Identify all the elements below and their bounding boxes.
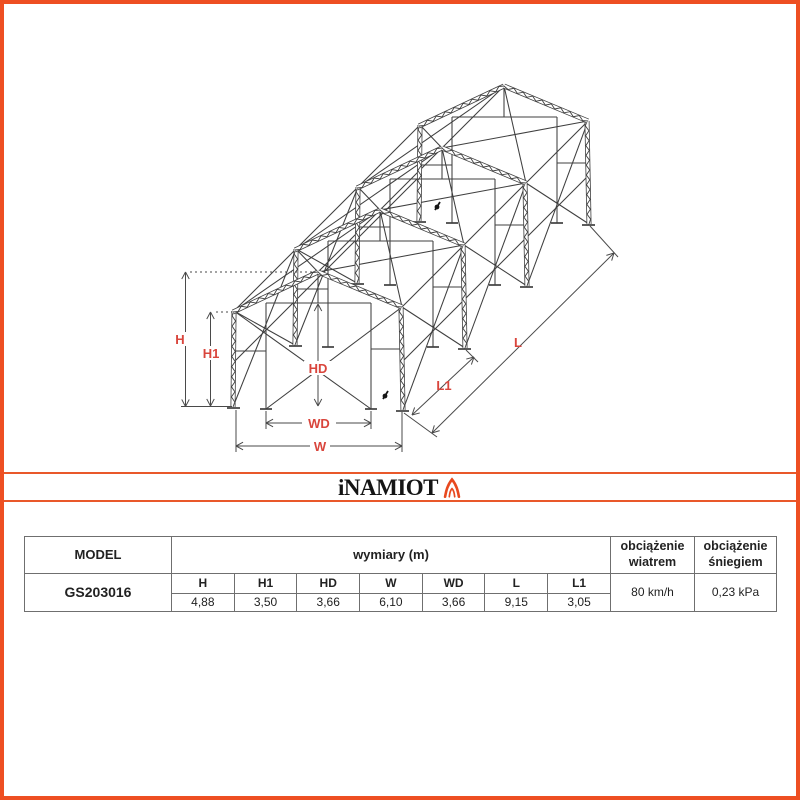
header-snow-load: obciążenie śniegiem — [695, 537, 777, 574]
dimension-label-wd: WD — [308, 416, 330, 431]
logo-text: iNAMIOT — [338, 474, 438, 500]
col-w: W — [360, 574, 423, 594]
dimension-label-l: L — [514, 335, 522, 350]
dimension-label-h: H — [175, 332, 185, 347]
spec-table — [24, 536, 777, 612]
value-w: 6,10 — [360, 594, 423, 612]
dimension-label-w: W — [313, 439, 327, 454]
dimension-label-h1: H1 — [202, 346, 220, 361]
snow-value: 0,23 kPa — [695, 574, 777, 612]
col-hd: HD — [297, 574, 360, 594]
value-l1: 3,05 — [548, 594, 611, 612]
value-wd: 3,66 — [422, 594, 485, 612]
value-hd: 3,66 — [297, 594, 360, 612]
col-l1: L1 — [548, 574, 611, 594]
col-h: H — [172, 574, 235, 594]
col-wd: WD — [422, 574, 485, 594]
logo-band — [4, 472, 796, 502]
header-model: MODEL — [25, 537, 172, 574]
col-l: L — [485, 574, 548, 594]
tent-icon — [442, 475, 462, 500]
dimension-label-l1: L1 — [436, 378, 452, 393]
dimension-label-hd: HD — [308, 361, 328, 376]
wind-value: 80 km/h — [611, 574, 695, 612]
value-h: 4,88 — [172, 594, 235, 612]
header-dimensions: wymiary (m) — [172, 537, 611, 574]
value-l: 9,15 — [485, 594, 548, 612]
value-h1: 3,50 — [234, 594, 297, 612]
model-value: GS203016 — [25, 574, 172, 612]
header-wind-load: obciążenie wiatrem — [611, 537, 695, 574]
col-h1: H1 — [234, 574, 297, 594]
